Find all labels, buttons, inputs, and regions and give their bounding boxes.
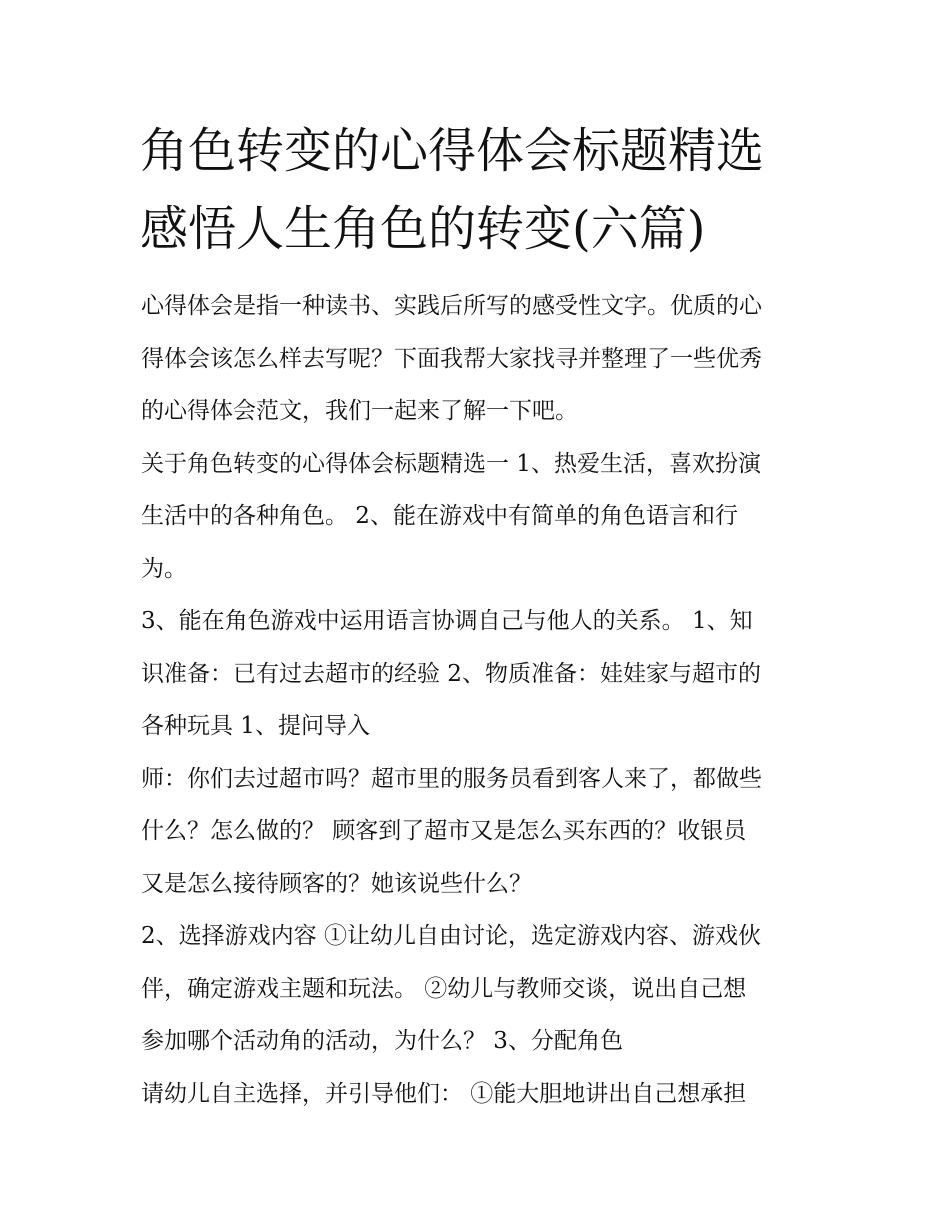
text-line: 各种玩具 1、提问导入 bbox=[141, 713, 370, 739]
text-line: 生活中的各种角色。 2、能在游戏中有简单的角色语言和行 bbox=[141, 503, 738, 529]
paragraph-role-assignment bbox=[141, 1068, 841, 1121]
title-line-2: 感悟人生角色的转变(六篇) bbox=[140, 201, 706, 257]
text-line: 心得体会是指一种读书、实践后所写的感受性文字。优质的心 bbox=[141, 293, 762, 319]
text-line: 什么？怎么做的？ 顾客到了超市又是怎么买东西的？收银员 bbox=[141, 818, 747, 844]
paragraph-questions bbox=[141, 753, 841, 911]
document-body bbox=[141, 280, 841, 1120]
text-line: 又是怎么接待顾客的？她该说些什么？ bbox=[141, 870, 532, 897]
text-line: 请幼儿自主选择，并引导他们： ①能大胆地讲出自己想承担 bbox=[141, 1080, 747, 1107]
text-line: 为。 bbox=[141, 555, 187, 582]
paragraph-goals bbox=[141, 438, 841, 596]
text-line: 的心得体会范文，我们一起来了解一下吧。 bbox=[141, 398, 578, 424]
document-title bbox=[140, 112, 830, 268]
text-line: 识准备：已有过去超市的经验 2、物质准备：娃娃家与超市的 bbox=[141, 660, 761, 687]
paragraph-intro bbox=[141, 280, 841, 438]
paragraph-game-selection bbox=[141, 910, 841, 1068]
title-line-1: 角色转变的心得体会标题精选 bbox=[140, 123, 765, 179]
text-line: 2、选择游戏内容 ①让幼儿自由讨论，选定游戏内容、游戏伙 bbox=[141, 923, 761, 949]
text-line: 师：你们去过超市吗？超市里的服务员看到客人来了，都做些 bbox=[141, 765, 762, 792]
text-line: 伴，确定游戏主题和玩法。 ②幼儿与教师交谈，说出自己想 bbox=[141, 975, 747, 1002]
text-line: 参加哪个活动角的活动，为什么？ 3、分配角色 bbox=[141, 1028, 623, 1054]
paragraph-preparation bbox=[141, 595, 841, 753]
text-line: 3、能在角色游戏中运用语言协调自己与他人的关系。 1、知 bbox=[141, 608, 753, 634]
text-line: 得体会该怎么样去写呢？下面我帮大家找寻并整理了一些优秀 bbox=[141, 345, 762, 372]
text-line: 关于角色转变的心得体会标题精选一 1、热爱生活，喜欢扮演 bbox=[141, 450, 761, 477]
